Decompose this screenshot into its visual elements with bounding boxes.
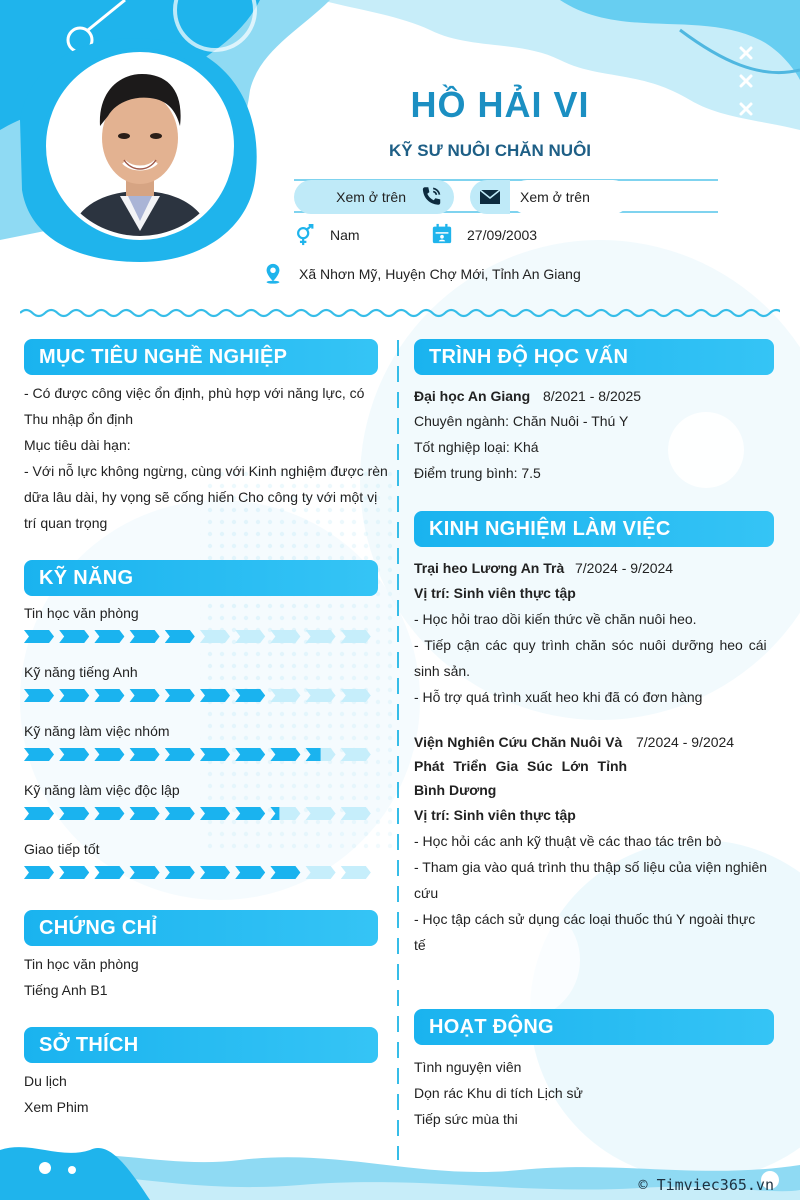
job-duty: tế xyxy=(414,937,426,953)
objective-line: trí quan trọng xyxy=(24,515,108,531)
skill-chevron-filled xyxy=(59,807,89,820)
section-header-skills: KỸ NĂNG xyxy=(24,560,378,596)
objective-line: - Có được công việc ổn định, phù hợp với năng lực, có xyxy=(24,385,365,401)
portrait-image xyxy=(50,56,230,236)
skill-chevron-filled xyxy=(59,748,89,761)
certificate-item: Tin học văn phòng xyxy=(24,956,139,972)
birthday-value: 27/09/2003 xyxy=(467,227,538,243)
skill-chevron-filled xyxy=(24,689,54,702)
job-position: Vị trí: Sinh viên thực tập xyxy=(414,585,576,601)
skill-chevron-filled xyxy=(94,630,124,643)
skill-level-bar xyxy=(24,630,374,644)
job-duty: - Hỗ trợ quá trình xuất heo khi đã có đơn hàng xyxy=(414,689,703,705)
location-icon xyxy=(262,262,284,284)
skill-chevron-filled xyxy=(130,748,160,761)
skill-chevron-filled xyxy=(24,630,54,643)
skill-chevron-empty xyxy=(270,630,300,643)
activity-item: Tình nguyện viên xyxy=(414,1059,522,1075)
skill-chevron-empty xyxy=(341,807,371,820)
skill-name: Giao tiếp tốt xyxy=(24,841,100,857)
skill-chevron-filled xyxy=(235,866,265,879)
skill-chevron-filled xyxy=(24,748,54,761)
skill-chevron-filled xyxy=(165,807,195,820)
job-duty: sinh sản. xyxy=(414,663,471,679)
phone-field xyxy=(294,180,454,214)
skill-chevron-empty xyxy=(270,689,300,702)
skill-chevron-filled xyxy=(24,866,54,879)
skill-level-bar xyxy=(24,866,374,880)
skill-chevron-filled xyxy=(94,748,124,761)
skill-chevron-filled xyxy=(59,866,89,879)
job-duty: cứu xyxy=(414,885,439,901)
skill-chevron-empty xyxy=(306,807,336,820)
section-header-education: TRÌNH ĐỘ HỌC VẤN xyxy=(414,339,774,375)
objective-line: Thu nhập ổn định xyxy=(24,411,133,427)
job-company: Trại heo Lương An Trà xyxy=(414,560,565,576)
skill-name: Kỹ năng làm việc độc lập xyxy=(24,782,180,798)
section-header-certificates: CHỨNG CHỈ xyxy=(24,910,378,946)
job-duty: - Tiếp cận các quy trình chăn sóc nuôi dưỡng heo cái xyxy=(414,637,767,653)
skill-chevron-filled xyxy=(165,866,195,879)
column-divider xyxy=(397,340,399,1160)
envelope-icon xyxy=(478,185,502,209)
calendar-icon xyxy=(431,223,453,245)
skill-chevron-filled xyxy=(200,866,230,879)
skill-chevron-empty xyxy=(200,630,230,643)
skill-chevron-filled xyxy=(59,689,89,702)
skill-chevron-filled xyxy=(94,866,124,879)
wavy-divider xyxy=(20,305,780,321)
objective-line: - Với nỗ lực không ngừng, cùng với Kinh nghiệm được rèn xyxy=(24,463,388,479)
skill-chevron-filled xyxy=(270,866,300,879)
skill-chevron-filled xyxy=(94,807,124,820)
education-detail: Điểm trung bình: 7.5 xyxy=(414,465,541,481)
objective-line: Mục tiêu dài hạn: xyxy=(24,437,131,453)
skill-name: Kỹ năng làm việc nhóm xyxy=(24,723,170,739)
job-position: Vị trí: Sinh viên thực tập xyxy=(414,807,576,823)
watermark: © Timviec365.vn xyxy=(638,1176,774,1194)
skill-level-bar xyxy=(24,689,374,703)
skill-chevron-filled xyxy=(200,807,230,820)
candidate-name: HỒ HẢI VI xyxy=(410,84,590,125)
skill-level-bar xyxy=(24,807,374,821)
job-duty: - Tham gia vào quá trình thu thập số liệu của viện nghiên xyxy=(414,859,768,875)
skill-chevron-filled xyxy=(270,748,300,761)
job-company: Viện Nghiên Cứu Chăn Nuôi Và xyxy=(414,734,623,750)
address-value: Xã Nhơn Mỹ, Huyện Chợ Mới, Tỉnh An Giang xyxy=(299,266,581,282)
skill-chevron-filled xyxy=(24,807,54,820)
skill-chevron-filled xyxy=(130,630,160,643)
skill-name: Kỹ năng tiếng Anh xyxy=(24,664,138,680)
skill-chevron-filled xyxy=(200,748,230,761)
skill-chevron-empty xyxy=(341,866,371,879)
skill-chevron-filled xyxy=(94,689,124,702)
skill-chevron-filled xyxy=(165,748,195,761)
education-school: Đại học An Giang xyxy=(414,388,531,404)
skill-level-bar xyxy=(24,748,374,762)
section-header-objective: MỤC TIÊU NGHỀ NGHIỆP xyxy=(24,339,378,375)
skill-chevron-empty xyxy=(306,689,336,702)
job-duty: - Học tập cách sử dụng các loại thuốc thú Y ngoài thực xyxy=(414,911,756,927)
skill-chevron-filled xyxy=(130,866,160,879)
activity-item: Dọn rác Khu di tích Lịch sử xyxy=(414,1085,583,1101)
skill-chevron-filled xyxy=(235,807,265,820)
education-detail: Chuyên ngành: Chăn Nuôi - Thú Y xyxy=(414,413,629,429)
hobby-item: Du lịch xyxy=(24,1073,67,1089)
job-period: 7/2024 - 9/2024 xyxy=(575,560,674,576)
job-company: Bình Dương xyxy=(414,782,497,798)
skill-name: Tin học văn phòng xyxy=(24,605,139,621)
skill-chevron-filled xyxy=(59,630,89,643)
avatar xyxy=(50,56,230,236)
skill-chevron-empty xyxy=(341,748,371,761)
email-field xyxy=(470,180,718,214)
hobby-item: Xem Phim xyxy=(24,1099,89,1115)
job-duty: - Học hỏi các anh kỹ thuật về các thao tác trên bò xyxy=(414,833,722,849)
skill-chevron-empty xyxy=(235,630,265,643)
job-period: 7/2024 - 9/2024 xyxy=(636,734,735,750)
phone-value: Xem ở trên xyxy=(336,189,406,205)
activity-item: Tiếp sức mùa thi xyxy=(414,1111,518,1127)
skill-chevron-filled xyxy=(165,630,195,643)
job-title: KỸ SƯ NUÔI CHĂN NUÔI xyxy=(388,141,592,160)
education-detail: Tốt nghiệp loại: Khá xyxy=(414,439,539,455)
skill-chevron-filled xyxy=(130,689,160,702)
skill-chevron-filled xyxy=(130,807,160,820)
email-value: Xem ở trên xyxy=(520,189,590,205)
section-header-hobbies: SỞ THÍCH xyxy=(24,1027,378,1063)
skill-chevron-filled xyxy=(235,689,265,702)
phone-icon xyxy=(418,184,444,210)
section-header-experience: KINH NGHIỆM LÀM VIỆC xyxy=(414,511,774,547)
email-icon-box xyxy=(470,180,510,214)
skill-chevron-filled xyxy=(235,748,265,761)
objective-line: dữa lâu dài, hy vọng sẽ cống hiến Cho công ty với một vị xyxy=(24,489,378,505)
job-duty: - Học hỏi trao dồi kiến thức về chăn nuôi heo. xyxy=(414,611,697,627)
skill-chevron-empty xyxy=(306,630,336,643)
skill-chevron-empty xyxy=(306,866,336,879)
skill-chevron-empty xyxy=(341,689,371,702)
section-header-activities: HOẠT ĐỘNG xyxy=(414,1009,774,1045)
skill-chevron-filled xyxy=(200,689,230,702)
skill-chevron-filled xyxy=(165,689,195,702)
skill-chevron-empty xyxy=(341,630,371,643)
job-company: Phát Triển Gia Súc Lớn Tỉnh xyxy=(414,758,628,774)
gender-icon xyxy=(294,224,316,246)
education-period: 8/2021 - 8/2025 xyxy=(543,388,642,404)
gender-value: Nam xyxy=(330,227,360,243)
certificate-item: Tiếng Anh B1 xyxy=(24,982,108,998)
